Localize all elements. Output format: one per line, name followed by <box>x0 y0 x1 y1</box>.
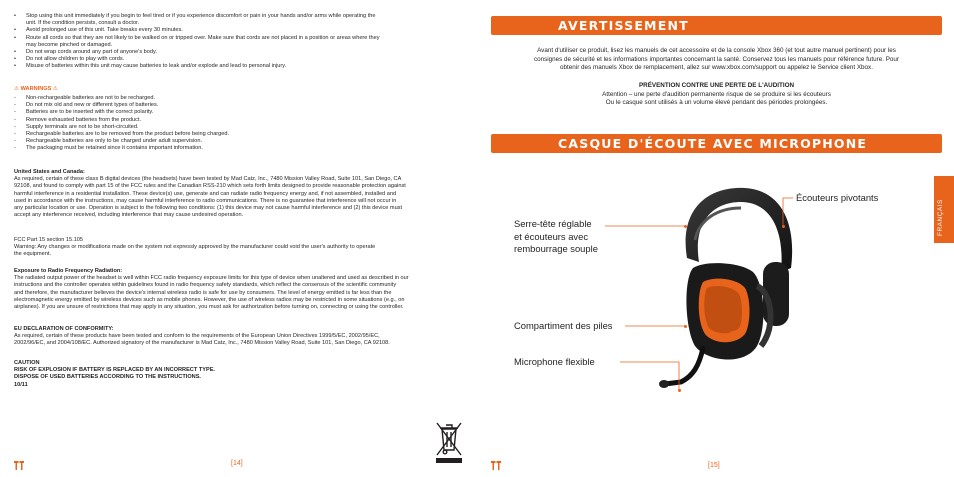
paragraph-line: The radiated output power of the headset is well within FCC radio frequency exposure limits for this type of device when unaltered and used as described in our <box>14 275 409 282</box>
safety-bullet: • Do not allow children to play with cords. <box>14 56 462 63</box>
caution-section <box>14 360 464 389</box>
callout-dot <box>684 225 687 228</box>
safety-bullet: • Do not wrap cords around any part of anyone's body. <box>14 49 462 56</box>
safety-bullet-cont: unit. If the condition persists, consult a doctor. <box>26 20 140 27</box>
banner-title: AVERTISSEMENT <box>558 18 689 33</box>
paragraph-line: Attention – une perte d'audition permanente risque de se produire si les écouteurs <box>602 90 831 98</box>
paragraph-line: 2002/96/EC, and 2004/108/EC. Authorized signatory of the manufacturer is Mad Catz, Inc., 7480 Mission Valley Road, Suite 101, San Diego, CA 92108. <box>14 340 390 347</box>
tritton-logo-icon <box>491 461 501 470</box>
label-line: Serre-tête réglable <box>514 218 592 229</box>
paragraph-line: 92108, and found to comply with part 15 of the FCC rules and the Canadian RSS-210 which sets forth limits designed to provide reasonable protection against <box>14 183 406 190</box>
page-number: [15] <box>708 462 720 469</box>
paragraph-line: accept any interference received, including interference that may cause undesired operation. <box>14 212 244 219</box>
tritton-logo-icon <box>14 461 24 470</box>
paragraph-line: electromagnetic energy emitted by wireless devices such as mobile phones. However, the use of wireless radios may be restricted in some situations (e.g., on <box>14 296 405 303</box>
eu-title: EU DECLARATION OF CONFORMITY: <box>14 326 114 332</box>
safety-bullet: • Misuse of batteries within this unit may cause batteries to leak and/or explode and lead to personal injury. <box>14 63 462 70</box>
warning-item: - The packaging must be retained since it contains important information. <box>14 145 462 152</box>
caution-line: 10/11 <box>14 381 28 388</box>
paragraph-line: consignes de sécurité et les informations importantes concernant la santé. Conservez tous les manuels pour référence future. Pour <box>533 55 900 63</box>
safety-bullets <box>14 13 462 71</box>
callout-dot <box>678 389 681 392</box>
warnings-list <box>14 95 462 153</box>
label-line: rembourrage souple <box>514 243 598 254</box>
us-canada-section <box>14 169 464 219</box>
rf-title: Exposure to Radio Frequency Radiation: <box>14 268 123 274</box>
label-serre-tete <box>514 218 598 256</box>
paragraph-line: Avant d'utiliser ce produit, lisez les manuels de cet accessoire et de la console Xbox 360 (et tout autre manuel pertinent) pour les <box>537 47 896 54</box>
warning-triangle-icon: ⚠ <box>52 86 58 92</box>
rf-section <box>14 268 464 311</box>
paragraph-line: As required, certain of these class B digital devices (the headsets) have been tested by Mad Catz, Inc., 7480 Mission Valley Road, Suite 101, San Diego, CA <box>14 176 402 183</box>
paragraph-line: obtenir des manuels Xbox de remplacement, allez sur www.xbox.com/support ou appelez le Service client Xbox. <box>560 64 873 72</box>
eu-section <box>14 326 464 348</box>
paragraph-line: Ou le casque sont utilisés à un volume élevé pendant des périodes prolongées. <box>605 99 828 107</box>
paragraph-line: harmful interference in a residential installation. These device(s) use, generate and can radiate radio frequency energy and, if not assembled, installed and <box>14 190 397 197</box>
safety-bullet-cont: may become pinched or damaged. <box>26 41 113 48</box>
safety-bullet: • Route all cords so that they are not likely to be walked on or tripped over. Make sure that cords are not placed in a position or areas where they <box>14 35 462 42</box>
paragraph-line: Warning: Any changes or modifications made on the system not expressly approved by the manufacturer could void the user's authority to operate <box>14 244 376 251</box>
label-micro: Microphone flexible <box>514 356 595 367</box>
safety-bullet: • Stop using this unit immediately if you begin to feel tired or if you experience discomfort or pain in your hands and/or arms while operating the <box>14 13 462 20</box>
paragraph-line: used in accordance with the instructions, may cause harmful interference to radio communications. There is no guarantee that interference will not occur in <box>14 197 397 204</box>
warning-item: - Batteries are to be inserted with the correct polarity. <box>14 109 462 116</box>
paragraph-line: airplanes). If you are unsure of restrictions that may apply in any situation, you must ask for authorization before turning on, connecting or using the controller. <box>14 304 404 311</box>
label-line: et écouteurs avec <box>514 230 589 242</box>
weee-bin-icon <box>434 420 464 464</box>
warnings-heading: ⚠ WARNINGS ⚠ <box>14 86 58 92</box>
language-tab-label: FRANÇAIS <box>937 199 944 236</box>
page-number: [14] <box>231 460 243 467</box>
callout-dot <box>782 225 785 228</box>
label-ecouteurs: Écouteurs pivotants <box>796 192 879 203</box>
caution-line: RISK OF EXPLOSION IF BATTERY IS REPLACED BY AN INCORRECT TYPE. <box>14 367 215 374</box>
paragraph-line: and therefore, the manufacturer believes the device's internal wireless radio is safe for use by consumers. The level of energy emitted is far less than the <box>14 289 392 296</box>
paragraph-line: the equipment. <box>14 251 52 258</box>
hearing-title: PRÉVENTION CONTRE UNE PERTE DE L'AUDITION <box>638 82 795 89</box>
paragraph-line: any particular location or use. Operation is subject to the following two conditions: (1) this device may not cause harmful interference and (2) this device must <box>14 205 403 212</box>
label-compartiment: Compartiment des piles <box>514 320 613 331</box>
right-page <box>477 0 954 477</box>
warning-item: - Rechargeable batteries are to be removed from the product before being charged. <box>14 131 462 138</box>
warning-triangle-icon: ⚠ <box>14 86 20 92</box>
banner-title: CASQUE D'ÉCOUTE AVEC MICROPHONE <box>558 136 868 151</box>
us-canada-title: United States and Canada: <box>14 169 85 175</box>
warning-item: - Rechargeable batteries are only to be charged under adult supervision. <box>14 138 462 145</box>
fcc-section <box>14 237 464 259</box>
caution-line: DISPOSE OF USED BATTERIES ACCORDING TO THE INSTRUCTIONS. <box>14 374 201 381</box>
safety-bullet: • Avoid prolonged use of this unit. Take breaks every 30 minutes. <box>14 27 462 34</box>
warning-item: - Non-rechargeable batteries are not to be recharged. <box>14 95 462 102</box>
paragraph-line: As required, certain of these products have been tested and conform to the requirements of the European Union Directives 1999/5/EC, 2002/95/EC, <box>14 333 380 340</box>
callout-dot <box>684 325 687 328</box>
warning-item: - Supply terminals are not to be short-circuited. <box>14 124 462 131</box>
warning-item: - Do not mix old and new or different types of batteries. <box>14 102 462 109</box>
paragraph-line: FCC Part 15 section 15.105 <box>14 237 84 243</box>
caution-line: CAUTION <box>14 360 40 366</box>
paragraph-line: instructions and the controller operates within guidelines found in radio frequency safety standards, which reflect the consensus of the scientific community <box>14 282 397 289</box>
warning-item: - Remove exhausted batteries from the product. <box>14 117 462 124</box>
